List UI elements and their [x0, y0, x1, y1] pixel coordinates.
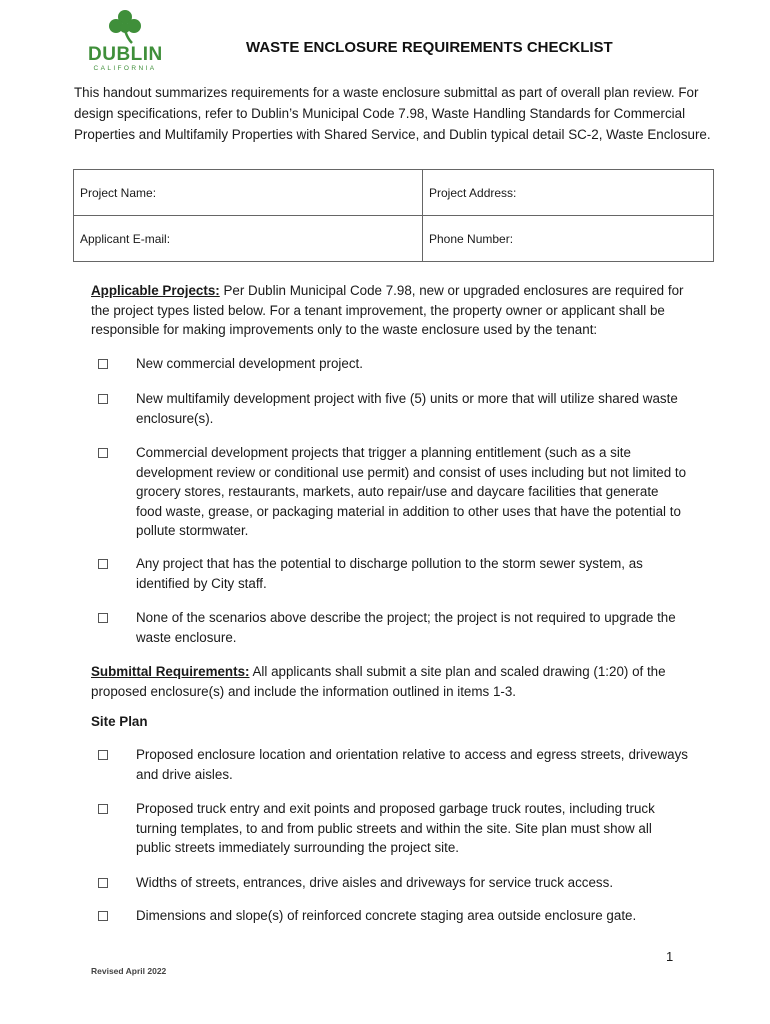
revised-date: Revised April 2022: [91, 966, 167, 976]
checklist-item-label: New multifamily development project with five (5) units or more that will utilize shared waste enclosure(s).: [136, 391, 678, 426]
submittal-requirements-section: [91, 662, 701, 701]
intro-paragraph: This handout summarizes requirements for a waste enclosure submittal as part of overall plan review. For design specifications, refer to Dublin’s Municipal Code 7.98, Waste Handling Standards for Commercial Properties and Multifamily Properties with Shared Service, and Dublin typical detail SC-2, Waste Enclosure.: [74, 85, 711, 142]
checkbox[interactable]: [98, 359, 108, 369]
project-info-table: [73, 169, 714, 262]
checklist-item-label: None of the scenarios above describe the project; the project is not required to upgrade the waste enclosure.: [136, 610, 676, 645]
checklist-item: [98, 443, 688, 541]
checklist-item-label: Any project that has the potential to discharge pollution to the storm sewer system, as identified by City staff.: [136, 556, 643, 591]
phone-number-field[interactable]: Phone Number:: [423, 216, 714, 262]
checklist-item: [98, 906, 688, 926]
logo-subtitle: CALIFORNIA: [93, 65, 157, 72]
page-number: 1: [666, 949, 674, 964]
submittal-requirements-heading: Submittal Requirements:: [91, 664, 250, 679]
checkbox[interactable]: [98, 750, 108, 760]
applicable-projects-text: Per Dublin Municipal Code 7.98, new or upgraded enclosures are required for the project types listed below. For a tenant improvement, the property owner or applicant shall be responsible for making improvements only to the waste enclosure used by the tenant:: [91, 283, 684, 337]
checklist-item-label: Proposed truck entry and exit points and proposed garbage truck routes, including truck turning templates, to and from public streets and within the site. Site plan must show all public streets immediately surrounding the project site.: [136, 801, 655, 855]
dublin-logo: [88, 8, 162, 70]
site-plan-heading: Site Plan: [91, 714, 148, 729]
project-name-field[interactable]: Project Name:: [74, 170, 423, 216]
checkbox[interactable]: [98, 394, 108, 404]
submittal-requirements-text: All applicants shall submit a site plan and scaled drawing (1:20) of the proposed enclosure(s) and include the information outlined in items 1-3.: [91, 664, 666, 699]
table-row: [74, 216, 714, 262]
checklist-item-label: New commercial development project.: [136, 356, 363, 371]
checklist-item-label: Widths of streets, entrances, drive aisles and driveways for service truck access.: [136, 875, 614, 890]
checklist-item: [98, 389, 688, 428]
checkbox[interactable]: [98, 878, 108, 888]
checklist-item: [98, 554, 688, 593]
checklist-item: [98, 354, 688, 374]
checklist-item: [98, 608, 688, 647]
checkbox[interactable]: [98, 911, 108, 921]
applicable-projects-section: [91, 281, 701, 340]
logo-word: DUBLIN: [88, 44, 163, 65]
checklist-item: [98, 799, 688, 858]
checkbox[interactable]: [98, 804, 108, 814]
checkbox[interactable]: [98, 448, 108, 458]
applicant-email-field[interactable]: Applicant E-mail:: [74, 216, 423, 262]
checklist-item: [98, 873, 688, 893]
checkbox[interactable]: [98, 559, 108, 569]
checklist-item-label: Proposed enclosure location and orientation relative to access and egress streets, driveways and drive aisles.: [136, 747, 688, 782]
table-row: [74, 170, 714, 216]
checklist-item-label: Dimensions and slope(s) of reinforced concrete staging area outside enclosure gate.: [136, 908, 637, 923]
page-title: WASTE ENCLOSURE REQUIREMENTS CHECKLIST: [246, 39, 613, 56]
applicable-projects-heading: Applicable Projects:: [91, 283, 220, 298]
checklist-item-label: Commercial development projects that trigger a planning entitlement (such as a site development review or conditional use permit) and consist of uses including but not limited to grocery stores, restaurants, markets, auto repair/use and daycare facilities that generate food waste, grease, or packaging material in addition to other uses that have the potential to pollute stormwater.: [136, 445, 687, 538]
project-address-field[interactable]: Project Address:: [423, 170, 714, 216]
shamrock-icon: [106, 8, 144, 46]
checklist-item: [98, 745, 688, 784]
checkbox[interactable]: [98, 613, 108, 623]
